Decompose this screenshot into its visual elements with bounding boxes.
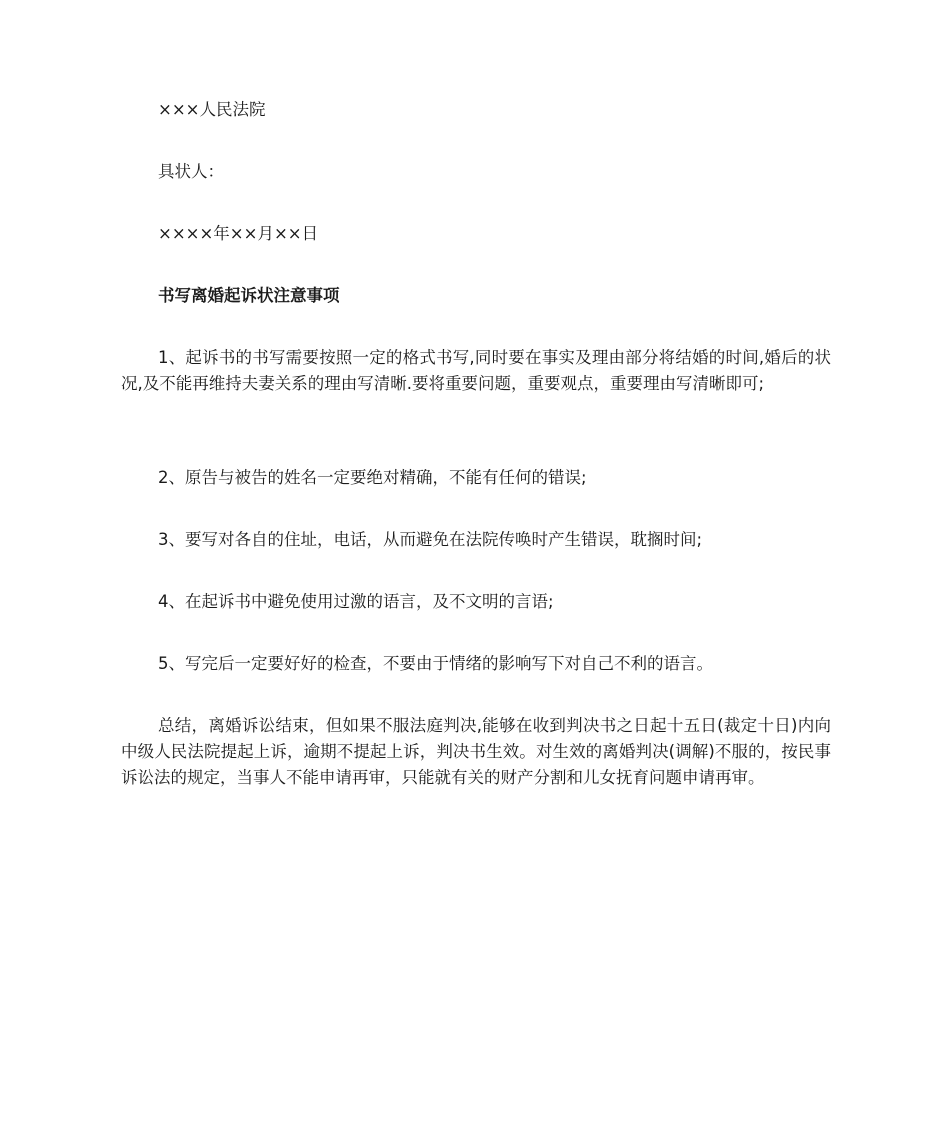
note-item-5: 5、写完后一定要好好的检查，不要由于情绪的影响写下对自己不利的语言。: [158, 654, 713, 673]
note-item-2: 2、原告与被告的姓名一定要绝对精确，不能有任何的错误;: [158, 468, 587, 487]
date-line: ××××年××月××日: [158, 224, 319, 243]
court-name: ×××人民法院: [158, 100, 266, 119]
section-heading: 书写离婚起诉状注意事项: [158, 286, 340, 305]
note-item-4: 4、在起诉书中避免使用过激的语言，及不文明的言语;: [158, 592, 554, 611]
plaintiff-label: 具状人：: [158, 162, 224, 181]
note-item-3: 3、要写对各自的住址，电话，从而避免在法院传唤时产生错误，耽搁时间;: [158, 530, 703, 549]
summary-paragraph: 总结，离婚诉讼结束，但如果不服法庭判决,能够在收到判决书之日起十五日(裁定十日)内向中级人民法院提起上诉，逾期不提起上诉，判决书生效。对生效的离婚判决(调解)不服的，按民事诉讼法的规定，当事人不能申请再审，只能就有关的财产分割和儿女抚育问题申请再审。: [121, 716, 831, 787]
note-item-1: 1、起诉书的书写需要按照一定的格式书写,同时要在事实及理由部分将结婚的时间,婚后的状况,及不能再维持夫妻关系的理由写清晰.要将重要问题，重要观点，重要理由写清晰即可;: [121, 348, 831, 393]
